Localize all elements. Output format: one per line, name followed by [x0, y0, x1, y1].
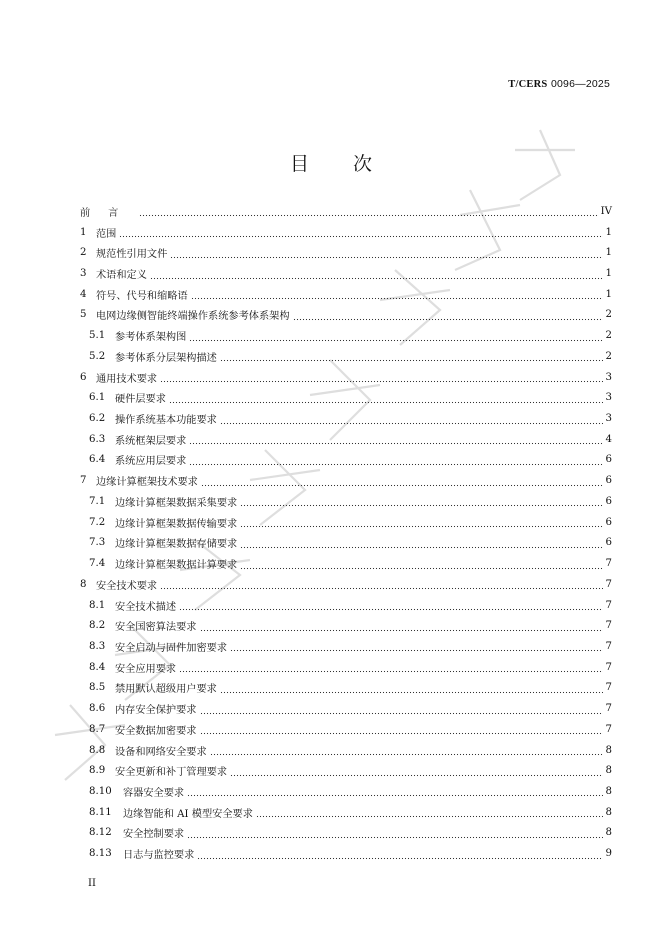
toc-entry-page: 6	[605, 454, 612, 466]
toc-entry-label: 规范性引用文件	[96, 249, 168, 261]
toc-entry-label: 安全技术要求	[96, 580, 158, 592]
toc-entry[interactable]	[80, 325, 612, 346]
toc-entry-page: 2	[605, 309, 612, 321]
toc-leader-dots	[240, 518, 602, 528]
toc-entry[interactable]	[80, 698, 612, 719]
toc-entry-number: 8.12	[89, 827, 112, 839]
toc-entry-page: 7	[605, 703, 612, 715]
toc-entry-number: 6.1	[89, 392, 106, 404]
toc-leader-dots	[189, 435, 602, 445]
toc-entry-page: 4	[605, 433, 612, 445]
toc-entry-label: 设备和网络安全要求	[115, 746, 207, 758]
toc-entry-label: 容器安全要求	[123, 787, 185, 799]
toc-entry-number: 7.4	[89, 558, 106, 570]
toc-entry-page: 1	[605, 247, 612, 259]
toc-entry[interactable]	[80, 429, 612, 450]
toc-entry-page: 6	[605, 516, 612, 528]
toc-entry-page: 3	[605, 392, 612, 404]
toc-entry-number: 5.1	[89, 330, 106, 342]
toc-leader-dots	[169, 394, 603, 404]
toc-entry-number: 8.9	[89, 765, 106, 777]
toc-title: 目次	[289, 153, 416, 175]
toc-entry-number: 5.2	[89, 350, 106, 362]
toc-entry-page: 7	[605, 578, 612, 590]
toc-entry-number: 3	[80, 268, 87, 280]
toc-entry-label: 边缘计算框架数据传输要求	[115, 518, 238, 530]
toc-entry-page: 1	[605, 268, 612, 280]
toc-entry-number: 6.2	[89, 413, 106, 425]
toc-entry-label: 边缘计算框架技术要求	[96, 477, 198, 489]
toc-entry-page: 3	[605, 371, 612, 383]
toc-entry[interactable]	[80, 823, 612, 844]
toc-entry-page: 7	[605, 620, 612, 632]
toc-entry-label: 通用技术要求	[96, 373, 158, 385]
standard-code: 0096—2025	[550, 78, 610, 90]
toc-entry-page: 9	[605, 848, 612, 860]
toc-entry[interactable]	[80, 719, 612, 740]
toc-entry-label: 禁用默认超级用户要求	[115, 684, 217, 696]
toc-entry[interactable]	[80, 346, 612, 367]
toc-entry-number: 6	[80, 371, 87, 383]
toc-entry[interactable]	[80, 533, 612, 554]
toc-entry-page: 7	[605, 682, 612, 694]
toc-entry[interactable]	[80, 574, 612, 595]
toc-entry-label: 日志与监控要求	[123, 850, 195, 862]
toc-entry-number: 8.10	[89, 785, 112, 797]
toc-leader-dots	[187, 829, 602, 839]
toc-entry-number: 7.2	[89, 516, 106, 528]
toc-entry[interactable]	[80, 284, 612, 305]
toc-leader-dots	[220, 352, 603, 362]
toc-entry-label: 边缘智能和 AI 模型安全要求	[123, 808, 253, 820]
toc-leader-dots	[150, 270, 603, 280]
toc-leader-dots	[200, 705, 603, 715]
toc-entry-page: 7	[605, 640, 612, 652]
toc-entry-label: 安全更新和补丁管理要求	[115, 767, 228, 779]
toc-entry[interactable]	[80, 781, 612, 802]
toc-leader-dots	[160, 580, 602, 590]
toc-entry-number: 5	[80, 309, 87, 321]
toc-entry[interactable]	[80, 740, 612, 761]
toc-entry-label: 操作系统基本功能要求	[115, 415, 217, 427]
toc-entry-label: 符号、代号和缩略语	[96, 290, 188, 302]
toc-leader-dots	[230, 767, 602, 777]
toc-leader-dots	[189, 456, 602, 466]
toc-entry-number: 7.1	[89, 495, 106, 507]
toc-entry-page: 2	[605, 350, 612, 362]
toc-entry-label: 内存安全保护要求	[115, 705, 197, 717]
toc-entry-label: 参考体系分层架构描述	[115, 352, 217, 364]
toc-entry-number: 6.4	[89, 454, 106, 466]
toc-leader-dots	[187, 787, 602, 797]
toc-entry[interactable]	[80, 636, 612, 657]
toc-entry-label: 边缘计算框架数据存储要求	[115, 539, 238, 551]
toc-leader-dots	[230, 642, 602, 652]
toc-entry-label: 前言	[80, 207, 137, 219]
toc-entry[interactable]	[80, 201, 612, 222]
toc-leader-dots	[220, 415, 603, 425]
toc-leader-dots	[200, 725, 603, 735]
toc-entry-number: 8.1	[89, 599, 106, 611]
toc-entry[interactable]	[80, 512, 612, 533]
toc-entry-label: 电网边缘侧智能终端操作系统参考体系架构	[96, 311, 290, 323]
toc-entry-page: 7	[605, 723, 612, 735]
toc-entry-number: 7	[80, 475, 87, 487]
toc-entry-number: 8.11	[89, 806, 112, 818]
toc-leader-dots	[240, 560, 602, 570]
toc-entry-page: 7	[605, 558, 612, 570]
table-of-contents	[80, 201, 612, 864]
toc-entry-label: 术语和定义	[96, 270, 147, 282]
toc-leader-dots	[191, 290, 603, 300]
toc-entry[interactable]	[80, 367, 612, 388]
standard-number	[508, 78, 610, 90]
toc-leader-dots	[200, 622, 603, 632]
toc-entry-page: 8	[605, 765, 612, 777]
toc-leader-dots	[170, 249, 602, 259]
toc-entry-page: 1	[605, 226, 612, 238]
toc-entry[interactable]	[80, 657, 612, 678]
toc-entry-label: 系统框架层要求	[115, 435, 187, 447]
toc-leader-dots	[139, 207, 597, 217]
toc-entry[interactable]	[80, 615, 612, 636]
toc-entry-page: IV	[600, 205, 612, 217]
toc-leader-dots	[189, 332, 602, 342]
toc-leader-dots	[197, 850, 602, 860]
toc-entry-page: 8	[605, 744, 612, 756]
toc-entry-page: 3	[605, 413, 612, 425]
toc-entry-label: 安全启动与固件加密要求	[115, 642, 228, 654]
toc-entry[interactable]	[80, 305, 612, 326]
toc-entry-label: 参考体系架构图	[115, 332, 187, 344]
toc-leader-dots	[201, 477, 603, 487]
toc-entry-page: 6	[605, 495, 612, 507]
toc-entry-number: 4	[80, 288, 87, 300]
toc-entry-page: 2	[605, 330, 612, 342]
toc-entry[interactable]	[80, 387, 612, 408]
toc-leader-dots	[179, 601, 602, 611]
toc-entry-page: 1	[605, 288, 612, 300]
page-number: II	[88, 878, 96, 889]
toc-entry-label: 边缘计算框架数据计算要求	[115, 560, 238, 572]
toc-entry-page: 8	[605, 806, 612, 818]
toc-leader-dots	[160, 373, 602, 383]
toc-entry-number: 8.4	[89, 661, 106, 673]
toc-entry-number: 8.6	[89, 703, 106, 715]
toc-entry[interactable]	[80, 678, 612, 699]
toc-entry[interactable]	[80, 843, 612, 864]
toc-entry-label: 边缘计算框架数据采集要求	[115, 497, 238, 509]
toc-entry-number: 1	[80, 226, 87, 238]
toc-entry-number: 8	[80, 578, 87, 590]
toc-entry[interactable]	[80, 450, 612, 471]
toc-entry-number: 8.7	[89, 723, 106, 735]
toc-entry-page: 8	[605, 827, 612, 839]
toc-leader-dots	[256, 808, 603, 818]
toc-entry-number: 8.8	[89, 744, 106, 756]
toc-entry-number: 8.3	[89, 640, 106, 652]
toc-entry-label: 安全控制要求	[123, 829, 185, 841]
toc-entry[interactable]	[80, 263, 612, 284]
toc-entry-number: 7.3	[89, 537, 106, 549]
toc-entry[interactable]	[80, 491, 612, 512]
toc-leader-dots	[240, 497, 602, 507]
toc-entry-label: 硬件层要求	[115, 394, 166, 406]
toc-entry-number: 8.2	[89, 620, 106, 632]
toc-entry-label: 安全应用要求	[115, 663, 177, 675]
toc-entry-number: 8.5	[89, 682, 106, 694]
standard-prefix: T/CERS	[508, 79, 548, 90]
toc-entry-label: 安全国密算法要求	[115, 622, 197, 634]
toc-leader-dots	[220, 684, 603, 694]
toc-leader-dots	[210, 746, 603, 756]
toc-entry[interactable]	[80, 470, 612, 491]
toc-entry-page: 6	[605, 475, 612, 487]
toc-entry[interactable]	[80, 760, 612, 781]
toc-leader-dots	[240, 539, 602, 549]
toc-entry[interactable]	[80, 553, 612, 574]
toc-entry-label: 安全技术描述	[115, 601, 177, 613]
toc-entry[interactable]	[80, 595, 612, 616]
toc-entry-label: 安全数据加密要求	[115, 725, 197, 737]
toc-entry-number: 6.3	[89, 433, 106, 445]
toc-entry[interactable]	[80, 222, 612, 243]
toc-entry-page: 7	[605, 661, 612, 673]
toc-entry[interactable]	[80, 408, 612, 429]
toc-entry-page: 6	[605, 537, 612, 549]
toc-entry-number: 2	[80, 247, 87, 259]
toc-entry-number: 8.13	[89, 848, 112, 860]
toc-leader-dots	[179, 663, 602, 673]
toc-entry-page: 8	[605, 785, 612, 797]
toc-entry-label: 范围	[96, 228, 117, 240]
toc-entry-page: 7	[605, 599, 612, 611]
toc-entry[interactable]	[80, 242, 612, 263]
toc-leader-dots	[293, 311, 603, 321]
toc-entry[interactable]	[80, 802, 612, 823]
toc-leader-dots	[119, 228, 602, 238]
toc-entry-label: 系统应用层要求	[115, 456, 187, 468]
